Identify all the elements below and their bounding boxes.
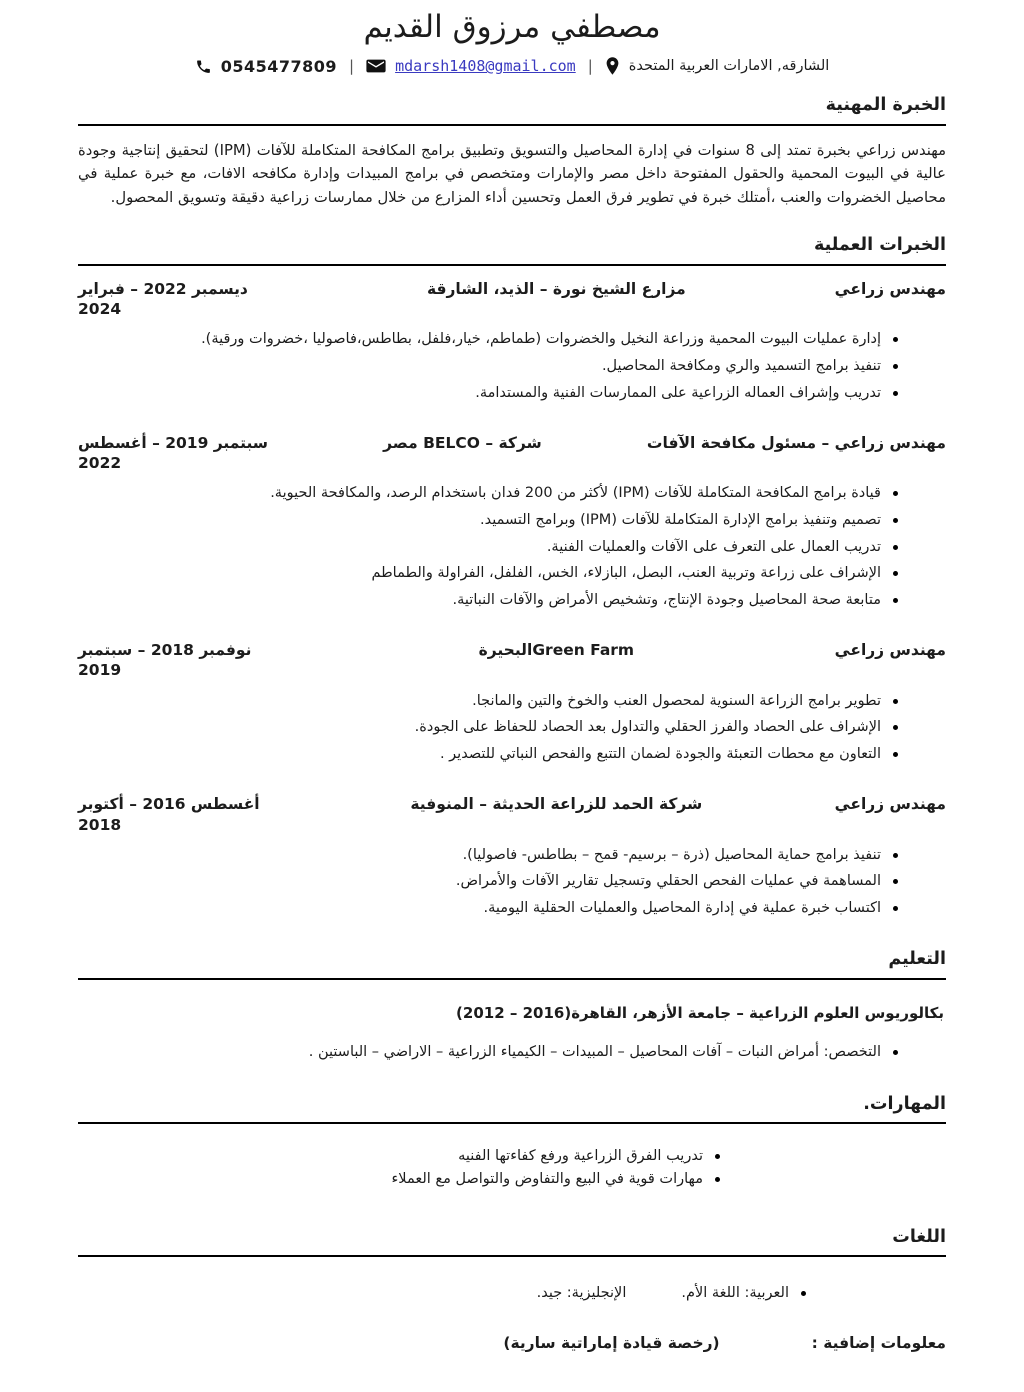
job-dates: أغسطس 2016 – أكتوبر 2018 <box>78 795 260 834</box>
bullet-item <box>78 1146 720 1167</box>
skills-list <box>78 1146 720 1189</box>
section-rule <box>78 978 946 980</box>
phone-number: 0545477809 <box>220 56 338 76</box>
contact-separator-2: | <box>587 57 593 76</box>
job-block <box>78 794 946 918</box>
bullet-text: إدارة عمليات البيوت المحمية وزراعة النخيل والخضروات (طماطم، خيار،فلفل، بطاطس،فاصوليا ،خضروات ورقية). <box>201 331 881 348</box>
bullet-text: تدريب الفرق الزراعية ورفع كفاءتها الفنيه <box>458 1148 703 1165</box>
job-block <box>78 433 946 610</box>
bullet-text: مهارات قوية في البيع والتفاوض والتواصل مع العملاء <box>391 1171 703 1188</box>
contact-separator: | <box>349 57 355 76</box>
english-language-text: الإنجليزية: جيد. <box>536 1285 627 1302</box>
email-link[interactable]: mdarsh1408@gmail.com <box>395 57 576 76</box>
phone-icon <box>195 58 212 75</box>
additional-info-value: (رخصة قيادة إماراتية سارية) <box>503 1333 720 1352</box>
bullet-item <box>78 483 898 504</box>
bullet-text: تنفيذ برامج حماية المحاصيل (ذرة – برسيم- قمح – بطاطس- فاصوليا). <box>462 846 881 863</box>
bullet-item <box>78 590 898 611</box>
job-block <box>78 640 946 764</box>
bullet-item <box>78 717 898 738</box>
job-header <box>78 433 946 473</box>
bullet-item <box>78 563 898 584</box>
bullet-text: تدريب وإشراف العماله الزراعية على الممارسات الفنية والمستدامة. <box>475 384 881 401</box>
bullet-text: قيادة برامج المكافحة المتكاملة للآفات (IPM) لأكثر من 200 فدان باستخدام الرصد، والمكافحة الحيوية. <box>270 485 881 502</box>
bullet-text: اكتساب خبرة عملية في إدارة المحاصيل والعمليات الحقلية اليومية. <box>483 899 881 916</box>
additional-info-row <box>78 1334 946 1352</box>
languages-section-title: اللغات <box>892 1226 946 1247</box>
bullet-item <box>78 383 898 404</box>
summary-section-title: الخبرة المهنية <box>825 94 946 115</box>
job-company: مزارع الشيخ نورة – الذيد، الشارقة <box>426 280 686 299</box>
bullet-text: التعاون مع محطات التعبئة والجودة لضمان التتبع والفحص النباتي للتصدير . <box>439 745 881 762</box>
skills-section-title: المهارات. <box>863 1093 946 1114</box>
bullet-item <box>78 845 898 866</box>
bullet-text: تدريب العمال على التعرف على الآفات والعمليات الفنية. <box>546 538 881 555</box>
person-name: مصطفي مرزوق القديم <box>363 9 661 45</box>
section-rule <box>78 264 946 266</box>
arabic-language-text: العربية: اللغة الأم. <box>681 1285 789 1302</box>
job-bullet-list <box>78 691 898 765</box>
degree-line: بكالوريوس العلوم الزراعية – جامعة الأزهر، القاهرة(2016 – 2012) <box>456 1004 944 1023</box>
job-title: مهندس زراعي <box>834 795 946 814</box>
bullet-item <box>78 329 898 350</box>
bullet-text: متابعة صحة المحاصيل وجودة الإنتاج، وتشخيص الأمراض والآفات النباتية. <box>452 591 881 608</box>
job-title: مهندس زراعي <box>834 641 946 660</box>
bullet-item <box>78 1169 720 1190</box>
bullet-text: الإشراف على الحصاد والفرز الحقلي والتداول بعد الحصاد للحفاظ على الجودة. <box>414 719 881 736</box>
job-header <box>78 794 946 834</box>
education-section-title: التعليم <box>888 949 946 970</box>
summary-paragraph: مهندس زراعي بخبرة تمتد إلى 8 سنوات في إدارة المحاصيل والتسويق وتطبيق برامج المكافحة المتكاملة للآفات (IPM) لتحقيق إنتاجية وجودة عالية في البيوت المحمية والحقول المفتوحة داخل مصر والإمارات ومتخصص في برامج المبيدات وإدارة مكافحه الافات، مع خبرة عملية في محاصيل الخضروات والعنب ،أمتلك خبرة في تطوير فرق العمل وتحسين أداء المزارع من خلال ممارسات زراعية دقيقة وتسويق المحصول. <box>78 141 946 207</box>
section-rule <box>78 1255 946 1257</box>
bullet-text: المساهمة في عمليات الفحص الحقلي وتسجيل تقارير الآفات والأمراض. <box>455 873 881 890</box>
bullet-text: تنفيذ برامج التسميد والري ومكافحة المحاصيل. <box>601 358 881 375</box>
location-text: الشارقه, الامارات العربية المتحدة <box>628 58 830 75</box>
bullet-text: الإشراف على زراعة وتربية العنب، البصل، البازلاء، الخس، الفلفل، الفراولة والطماطم <box>371 565 881 582</box>
job-bullet-list <box>78 483 898 610</box>
job-bullet-list <box>78 845 898 919</box>
bullet-text: تصميم وتنفيذ برامج الإدارة المتكاملة للآفات (IPM) وبرامج التسميد. <box>479 512 881 529</box>
job-title: مهندس زراعي <box>834 280 946 299</box>
job-company: Green Farmالبحيرة <box>478 641 635 660</box>
contact-bar <box>78 57 946 76</box>
language-row <box>537 1283 789 1304</box>
education-detail-list <box>78 1042 898 1063</box>
bullet-item <box>78 691 898 712</box>
languages-list <box>78 1283 806 1304</box>
experience-section-title: الخبرات العملية <box>814 235 946 256</box>
job-block <box>78 279 946 403</box>
section-rule <box>78 124 946 126</box>
bullet-item <box>78 356 898 377</box>
job-dates: ديسمبر 2022 – فبراير 2024 <box>78 280 248 319</box>
email-icon <box>366 58 386 74</box>
location-icon <box>605 57 620 75</box>
job-dates: نوفمبر 2018 – سبتمبر 2019 <box>78 641 252 680</box>
bullet-item <box>78 898 898 919</box>
bullet-item <box>78 537 898 558</box>
job-header <box>78 279 946 319</box>
job-bullet-list <box>78 329 898 403</box>
job-company: شركة الحمد للزراعة الحديثة – المنوفية <box>410 795 703 814</box>
bullet-item <box>78 871 898 892</box>
job-dates: سبتمبر 2019 – أغسطس 2022 <box>78 434 269 473</box>
additional-info-label: معلومات إضافية : <box>811 1333 946 1352</box>
bullet-text: تطوير برامج الزراعة السنوية لمحصول العنب والخوخ والتين والمانجا. <box>472 692 881 709</box>
job-company: شركة – BELCO مصر <box>383 434 542 453</box>
bullet-item <box>78 1283 806 1304</box>
job-header <box>78 640 946 680</box>
job-title: مهندس زراعي – مسئول مكافحة الآفات <box>646 434 946 453</box>
bullet-item <box>78 510 898 531</box>
bullet-item <box>78 1042 898 1063</box>
bullet-item <box>78 744 898 765</box>
bullet-text: التخصص: أمراض النبات – آفات المحاصيل – المبيدات – الكيمياء الزراعية – الاراضي – الباستين . <box>308 1044 881 1061</box>
section-rule <box>78 1122 946 1124</box>
